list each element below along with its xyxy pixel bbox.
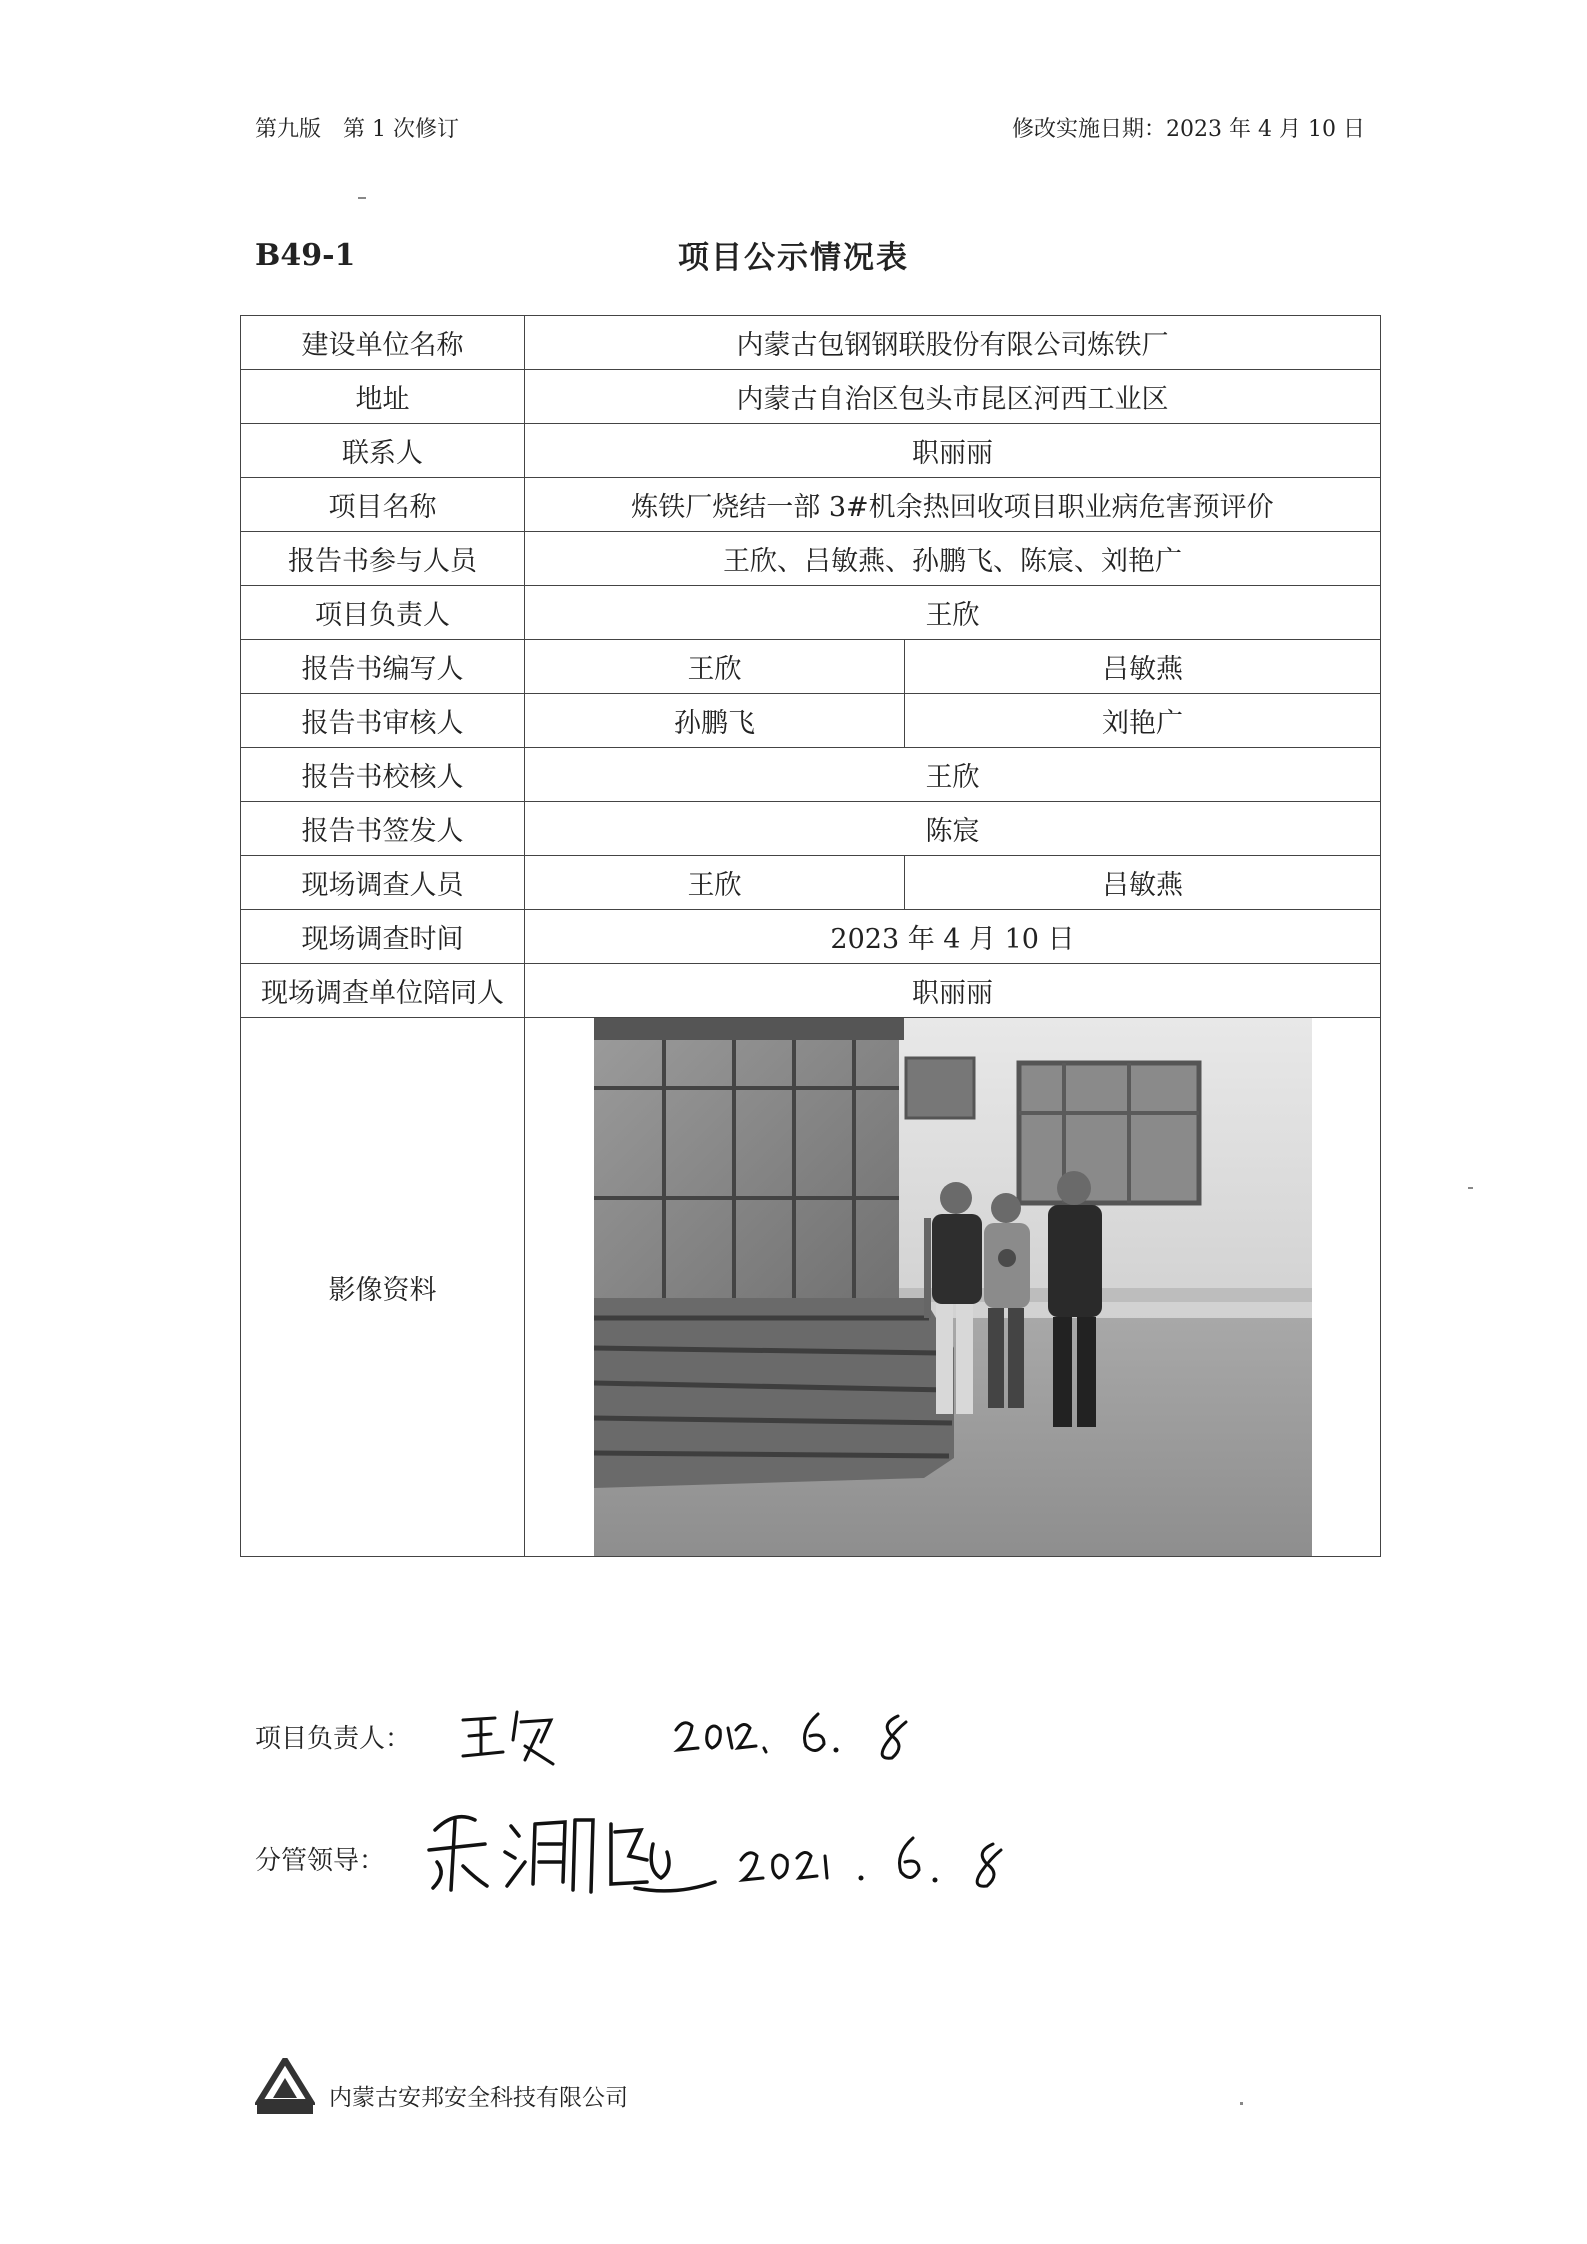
participants-value: 王欣、吕敏燕、孙鹏飞、陈宸、刘艳广	[525, 532, 1381, 586]
construction-unit-label: 建设单位名称	[241, 316, 525, 370]
table-row	[241, 424, 1381, 478]
supervisor-sign-date	[735, 1820, 1015, 1904]
supervisor-sign-row	[255, 1840, 385, 1877]
table-row	[241, 586, 1381, 640]
scan-speck	[358, 197, 366, 199]
table-row	[241, 370, 1381, 424]
project-leader-value: 王欣	[525, 586, 1381, 640]
effective-date: 修改实施日期：2023 年 4 月 10 日	[1012, 117, 1365, 142]
handwritten-date	[735, 1820, 1015, 1900]
image-label: 影像资料	[241, 1018, 525, 1557]
investigator-2: 吕敏燕	[905, 856, 1381, 910]
construction-unit-value: 内蒙古包钢钢联股份有限公司炼铁厂	[525, 316, 1381, 370]
image-cell	[525, 1018, 1381, 1557]
leader-sign-label: 项目负责人：	[255, 1724, 412, 1754]
table-row	[241, 856, 1381, 910]
writer-1: 王欣	[525, 640, 905, 694]
table-row	[241, 532, 1381, 586]
project-disclosure-table	[240, 315, 1381, 1557]
escort-value: 职丽丽	[525, 964, 1381, 1018]
leader-signature	[455, 1700, 575, 1774]
writer-2: 吕敏燕	[905, 640, 1381, 694]
address-value: 内蒙古自治区包头市昆区河西工业区	[525, 370, 1381, 424]
form-title: 项目公示情况表	[678, 240, 909, 276]
scan-speck	[1240, 2102, 1243, 2105]
proofreader-value: 王欣	[525, 748, 1381, 802]
version-info: 第九版 第 1 次修订	[255, 117, 459, 142]
investigators-label: 现场调查人员	[241, 856, 525, 910]
form-code: B49-1	[255, 238, 356, 273]
table-row	[241, 478, 1381, 532]
contact-label: 联系人	[241, 424, 525, 478]
reviewer-1: 孙鹏飞	[525, 694, 905, 748]
table-row	[241, 964, 1381, 1018]
footer	[255, 2058, 628, 2114]
table-row	[241, 316, 1381, 370]
company-name: 内蒙古安邦安全科技有限公司	[329, 2085, 628, 2111]
proofreader-label: 报告书校核人	[241, 748, 525, 802]
project-leader-label: 项目负责人	[241, 586, 525, 640]
table-row	[241, 910, 1381, 964]
issuer-label: 报告书签发人	[241, 802, 525, 856]
reviewer-2: 刘艳广	[905, 694, 1381, 748]
investigation-time-label: 现场调查时间	[241, 910, 525, 964]
leader-sign-row	[255, 1718, 411, 1755]
table-row	[241, 1018, 1381, 1557]
leader-sign-date	[670, 1700, 940, 1774]
table-row	[241, 748, 1381, 802]
handwritten-date	[670, 1700, 940, 1770]
handwritten-signature	[415, 1800, 725, 1910]
investigation-time-value: 2023 年 4 月 10 日	[525, 910, 1381, 964]
project-name-label: 项目名称	[241, 478, 525, 532]
table-row	[241, 694, 1381, 748]
table-row	[241, 640, 1381, 694]
issuer-value: 陈宸	[525, 802, 1381, 856]
reviewers-label: 报告书审核人	[241, 694, 525, 748]
scan-speck	[1468, 1187, 1473, 1189]
writers-label: 报告书编写人	[241, 640, 525, 694]
participants-label: 报告书参与人员	[241, 532, 525, 586]
company-logo	[255, 2058, 315, 2114]
address-label: 地址	[241, 370, 525, 424]
investigator-1: 王欣	[525, 856, 905, 910]
supervisor-signature	[415, 1800, 725, 1914]
site-photo	[594, 1018, 1312, 1556]
table-row	[241, 802, 1381, 856]
project-name-value: 炼铁厂烧结一部 3#机余热回收项目职业病危害预评价	[525, 478, 1381, 532]
supervisor-sign-label: 分管领导：	[255, 1846, 386, 1876]
escort-label: 现场调查单位陪同人	[241, 964, 525, 1018]
handwritten-signature	[455, 1700, 575, 1770]
contact-value: 职丽丽	[525, 424, 1381, 478]
